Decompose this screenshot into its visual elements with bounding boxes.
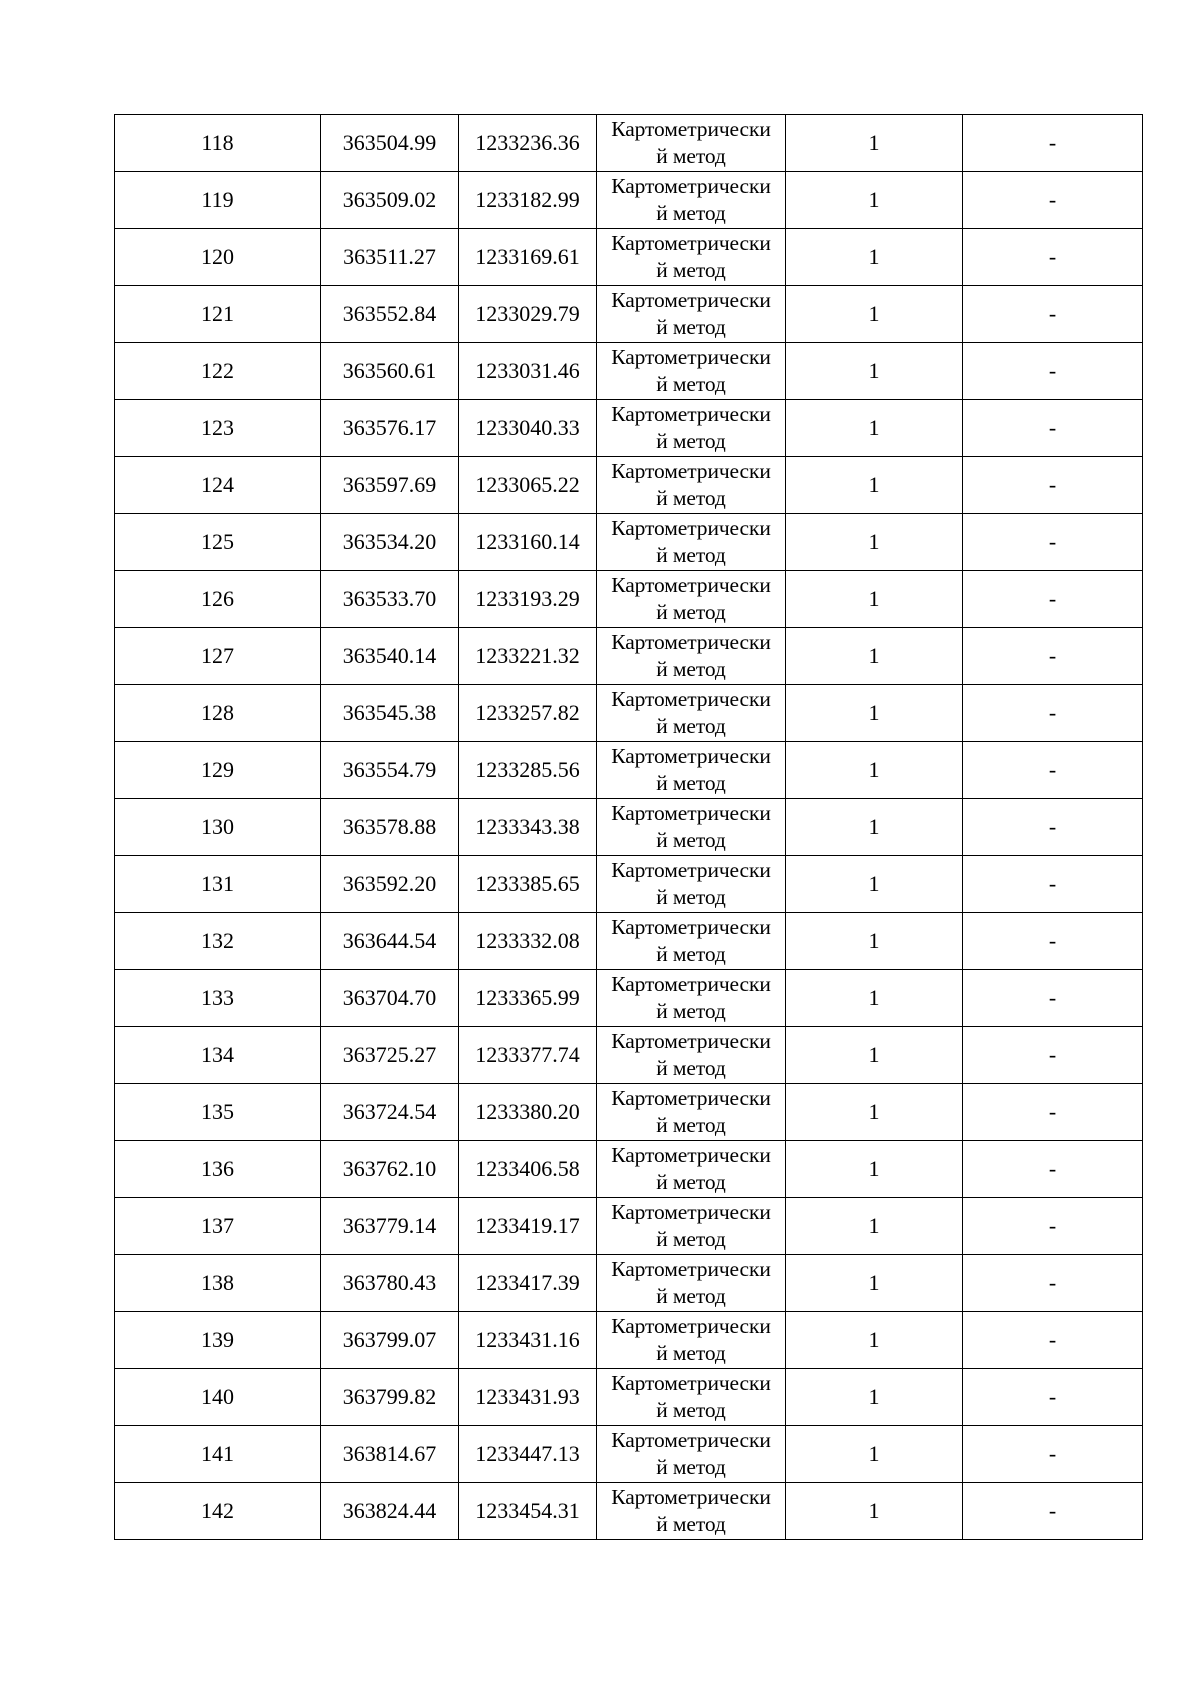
method-line-2: й метод <box>656 600 726 624</box>
note-cell: - <box>963 742 1143 799</box>
note-cell: - <box>963 457 1143 514</box>
x-coordinate-cell: 363592.20 <box>321 856 459 913</box>
point-number-cell: 118 <box>115 115 321 172</box>
y-coordinate-cell: 1233040.33 <box>459 400 597 457</box>
method-cell <box>597 514 786 571</box>
accuracy-cell: 1 <box>786 229 963 286</box>
x-coordinate-cell: 363552.84 <box>321 286 459 343</box>
method-cell <box>597 970 786 1027</box>
point-number-cell: 120 <box>115 229 321 286</box>
y-coordinate-cell: 1233406.58 <box>459 1141 597 1198</box>
point-number-cell: 119 <box>115 172 321 229</box>
x-coordinate-cell: 363534.20 <box>321 514 459 571</box>
y-coordinate-cell: 1233454.31 <box>459 1483 597 1540</box>
accuracy-cell: 1 <box>786 1426 963 1483</box>
note-cell: - <box>963 1312 1143 1369</box>
note-cell: - <box>963 913 1143 970</box>
method-line-2: й метод <box>656 1227 726 1251</box>
table-row <box>115 115 1143 172</box>
method-line-2: й метод <box>656 885 726 909</box>
method-line-2: й метод <box>656 1455 726 1479</box>
y-coordinate-cell: 1233447.13 <box>459 1426 597 1483</box>
method-cell <box>597 799 786 856</box>
y-coordinate-cell: 1233031.46 <box>459 343 597 400</box>
note-cell: - <box>963 970 1143 1027</box>
accuracy-cell: 1 <box>786 1198 963 1255</box>
note-cell: - <box>963 1141 1143 1198</box>
y-coordinate-cell: 1233343.38 <box>459 799 597 856</box>
method-line-2: й метод <box>656 258 726 282</box>
table-row <box>115 571 1143 628</box>
y-coordinate-cell: 1233431.93 <box>459 1369 597 1426</box>
method-cell <box>597 286 786 343</box>
x-coordinate-cell: 363824.44 <box>321 1483 459 1540</box>
method-cell <box>597 742 786 799</box>
x-coordinate-cell: 363799.82 <box>321 1369 459 1426</box>
y-coordinate-cell: 1233417.39 <box>459 1255 597 1312</box>
method-line-1: Картометрически <box>611 288 771 312</box>
note-cell: - <box>963 1084 1143 1141</box>
method-cell <box>597 913 786 970</box>
y-coordinate-cell: 1233029.79 <box>459 286 597 343</box>
method-line-1: Картометрически <box>611 459 771 483</box>
method-line-1: Картометрически <box>611 915 771 939</box>
method-line-1: Картометрически <box>611 1371 771 1395</box>
table-row <box>115 1141 1143 1198</box>
note-cell: - <box>963 1369 1143 1426</box>
method-line-2: й метод <box>656 714 726 738</box>
method-line-2: й метод <box>656 771 726 795</box>
method-cell <box>597 571 786 628</box>
point-number-cell: 134 <box>115 1027 321 1084</box>
x-coordinate-cell: 363511.27 <box>321 229 459 286</box>
point-number-cell: 125 <box>115 514 321 571</box>
method-line-1: Картометрически <box>611 516 771 540</box>
y-coordinate-cell: 1233160.14 <box>459 514 597 571</box>
point-number-cell: 142 <box>115 1483 321 1540</box>
accuracy-cell: 1 <box>786 1141 963 1198</box>
point-number-cell: 124 <box>115 457 321 514</box>
method-cell <box>597 685 786 742</box>
table-row <box>115 742 1143 799</box>
y-coordinate-cell: 1233221.32 <box>459 628 597 685</box>
x-coordinate-cell: 363704.70 <box>321 970 459 1027</box>
method-cell <box>597 457 786 514</box>
y-coordinate-cell: 1233065.22 <box>459 457 597 514</box>
method-line-1: Картометрически <box>611 801 771 825</box>
accuracy-cell: 1 <box>786 799 963 856</box>
x-coordinate-cell: 363814.67 <box>321 1426 459 1483</box>
table-row <box>115 343 1143 400</box>
accuracy-cell: 1 <box>786 286 963 343</box>
method-cell <box>597 1084 786 1141</box>
method-line-1: Картометрически <box>611 1314 771 1338</box>
point-number-cell: 127 <box>115 628 321 685</box>
accuracy-cell: 1 <box>786 514 963 571</box>
coordinates-table <box>114 114 1143 1540</box>
note-cell: - <box>963 115 1143 172</box>
note-cell: - <box>963 400 1143 457</box>
table-row <box>115 400 1143 457</box>
table-row <box>115 1312 1143 1369</box>
method-cell <box>597 1255 786 1312</box>
method-line-1: Картометрически <box>611 630 771 654</box>
accuracy-cell: 1 <box>786 457 963 514</box>
method-line-1: Картометрически <box>611 972 771 996</box>
table-row <box>115 628 1143 685</box>
method-line-1: Картометрически <box>611 1143 771 1167</box>
note-cell: - <box>963 1027 1143 1084</box>
x-coordinate-cell: 363779.14 <box>321 1198 459 1255</box>
method-line-1: Картометрически <box>611 345 771 369</box>
table-row <box>115 1084 1143 1141</box>
y-coordinate-cell: 1233236.36 <box>459 115 597 172</box>
method-line-1: Картометрически <box>611 1428 771 1452</box>
x-coordinate-cell: 363725.27 <box>321 1027 459 1084</box>
point-number-cell: 137 <box>115 1198 321 1255</box>
point-number-cell: 129 <box>115 742 321 799</box>
method-cell <box>597 172 786 229</box>
method-line-1: Картометрически <box>611 858 771 882</box>
method-line-1: Картометрически <box>611 1485 771 1509</box>
note-cell: - <box>963 628 1143 685</box>
table-row <box>115 913 1143 970</box>
note-cell: - <box>963 1426 1143 1483</box>
method-cell <box>597 400 786 457</box>
point-number-cell: 141 <box>115 1426 321 1483</box>
table-row <box>115 172 1143 229</box>
accuracy-cell: 1 <box>786 970 963 1027</box>
x-coordinate-cell: 363560.61 <box>321 343 459 400</box>
point-number-cell: 139 <box>115 1312 321 1369</box>
point-number-cell: 128 <box>115 685 321 742</box>
note-cell: - <box>963 799 1143 856</box>
method-line-2: й метод <box>656 657 726 681</box>
accuracy-cell: 1 <box>786 115 963 172</box>
accuracy-cell: 1 <box>786 1027 963 1084</box>
note-cell: - <box>963 856 1143 913</box>
method-line-2: й метод <box>656 1170 726 1194</box>
method-line-2: й метод <box>656 1512 726 1536</box>
x-coordinate-cell: 363509.02 <box>321 172 459 229</box>
y-coordinate-cell: 1233332.08 <box>459 913 597 970</box>
accuracy-cell: 1 <box>786 400 963 457</box>
x-coordinate-cell: 363724.54 <box>321 1084 459 1141</box>
x-coordinate-cell: 363762.10 <box>321 1141 459 1198</box>
method-line-2: й метод <box>656 942 726 966</box>
table-row <box>115 970 1143 1027</box>
method-line-2: й метод <box>656 1056 726 1080</box>
y-coordinate-cell: 1233169.61 <box>459 229 597 286</box>
method-line-2: й метод <box>656 1398 726 1422</box>
point-number-cell: 130 <box>115 799 321 856</box>
method-cell <box>597 1483 786 1540</box>
method-line-1: Картометрически <box>611 117 771 141</box>
x-coordinate-cell: 363644.54 <box>321 913 459 970</box>
note-cell: - <box>963 172 1143 229</box>
table-row <box>115 799 1143 856</box>
note-cell: - <box>963 1255 1143 1312</box>
accuracy-cell: 1 <box>786 1369 963 1426</box>
point-number-cell: 140 <box>115 1369 321 1426</box>
note-cell: - <box>963 286 1143 343</box>
x-coordinate-cell: 363554.79 <box>321 742 459 799</box>
table-row <box>115 685 1143 742</box>
accuracy-cell: 1 <box>786 571 963 628</box>
point-number-cell: 126 <box>115 571 321 628</box>
table-row <box>115 514 1143 571</box>
method-line-1: Картометрически <box>611 1200 771 1224</box>
y-coordinate-cell: 1233380.20 <box>459 1084 597 1141</box>
table-row <box>115 1198 1143 1255</box>
method-line-2: й метод <box>656 201 726 225</box>
table-row <box>115 457 1143 514</box>
point-number-cell: 133 <box>115 970 321 1027</box>
note-cell: - <box>963 229 1143 286</box>
method-cell <box>597 1141 786 1198</box>
y-coordinate-cell: 1233385.65 <box>459 856 597 913</box>
point-number-cell: 123 <box>115 400 321 457</box>
y-coordinate-cell: 1233419.17 <box>459 1198 597 1255</box>
table-row <box>115 1426 1143 1483</box>
point-number-cell: 121 <box>115 286 321 343</box>
method-cell <box>597 1027 786 1084</box>
y-coordinate-cell: 1233365.99 <box>459 970 597 1027</box>
x-coordinate-cell: 363576.17 <box>321 400 459 457</box>
x-coordinate-cell: 363578.88 <box>321 799 459 856</box>
y-coordinate-cell: 1233182.99 <box>459 172 597 229</box>
method-line-2: й метод <box>656 1341 726 1365</box>
table-row <box>115 1255 1143 1312</box>
method-line-2: й метод <box>656 429 726 453</box>
accuracy-cell: 1 <box>786 685 963 742</box>
accuracy-cell: 1 <box>786 1255 963 1312</box>
method-line-1: Картометрически <box>611 231 771 255</box>
note-cell: - <box>963 514 1143 571</box>
method-line-1: Картометрически <box>611 1086 771 1110</box>
method-line-1: Картометрически <box>611 1029 771 1053</box>
x-coordinate-cell: 363504.99 <box>321 115 459 172</box>
accuracy-cell: 1 <box>786 1312 963 1369</box>
point-number-cell: 122 <box>115 343 321 400</box>
note-cell: - <box>963 571 1143 628</box>
x-coordinate-cell: 363799.07 <box>321 1312 459 1369</box>
method-line-2: й метод <box>656 372 726 396</box>
y-coordinate-cell: 1233257.82 <box>459 685 597 742</box>
y-coordinate-cell: 1233193.29 <box>459 571 597 628</box>
method-line-1: Картометрически <box>611 1257 771 1281</box>
point-number-cell: 131 <box>115 856 321 913</box>
method-line-2: й метод <box>656 543 726 567</box>
x-coordinate-cell: 363540.14 <box>321 628 459 685</box>
method-line-2: й метод <box>656 144 726 168</box>
method-line-2: й метод <box>656 315 726 339</box>
table-row <box>115 229 1143 286</box>
method-line-2: й метод <box>656 999 726 1023</box>
method-cell <box>597 115 786 172</box>
method-cell <box>597 1198 786 1255</box>
accuracy-cell: 1 <box>786 628 963 685</box>
note-cell: - <box>963 343 1143 400</box>
point-number-cell: 136 <box>115 1141 321 1198</box>
table-row <box>115 1369 1143 1426</box>
y-coordinate-cell: 1233285.56 <box>459 742 597 799</box>
method-line-2: й метод <box>656 828 726 852</box>
method-cell <box>597 628 786 685</box>
method-cell <box>597 1426 786 1483</box>
method-cell <box>597 343 786 400</box>
method-cell <box>597 229 786 286</box>
method-line-1: Картометрически <box>611 687 771 711</box>
note-cell: - <box>963 1483 1143 1540</box>
method-cell <box>597 856 786 913</box>
accuracy-cell: 1 <box>786 343 963 400</box>
point-number-cell: 135 <box>115 1084 321 1141</box>
method-line-1: Картометрически <box>611 174 771 198</box>
accuracy-cell: 1 <box>786 913 963 970</box>
note-cell: - <box>963 685 1143 742</box>
method-line-2: й метод <box>656 486 726 510</box>
x-coordinate-cell: 363533.70 <box>321 571 459 628</box>
x-coordinate-cell: 363545.38 <box>321 685 459 742</box>
table-row <box>115 856 1143 913</box>
y-coordinate-cell: 1233377.74 <box>459 1027 597 1084</box>
method-line-1: Картометрически <box>611 402 771 426</box>
accuracy-cell: 1 <box>786 172 963 229</box>
note-cell: - <box>963 1198 1143 1255</box>
table-row <box>115 1027 1143 1084</box>
table-row <box>115 1483 1143 1540</box>
method-line-1: Картометрически <box>611 573 771 597</box>
method-line-2: й метод <box>656 1284 726 1308</box>
coordinates-table-body <box>115 115 1143 1540</box>
point-number-cell: 132 <box>115 913 321 970</box>
method-cell <box>597 1369 786 1426</box>
accuracy-cell: 1 <box>786 856 963 913</box>
x-coordinate-cell: 363597.69 <box>321 457 459 514</box>
accuracy-cell: 1 <box>786 1483 963 1540</box>
method-line-1: Картометрически <box>611 744 771 768</box>
method-cell <box>597 1312 786 1369</box>
method-line-2: й метод <box>656 1113 726 1137</box>
y-coordinate-cell: 1233431.16 <box>459 1312 597 1369</box>
point-number-cell: 138 <box>115 1255 321 1312</box>
accuracy-cell: 1 <box>786 742 963 799</box>
table-row <box>115 286 1143 343</box>
accuracy-cell: 1 <box>786 1084 963 1141</box>
x-coordinate-cell: 363780.43 <box>321 1255 459 1312</box>
